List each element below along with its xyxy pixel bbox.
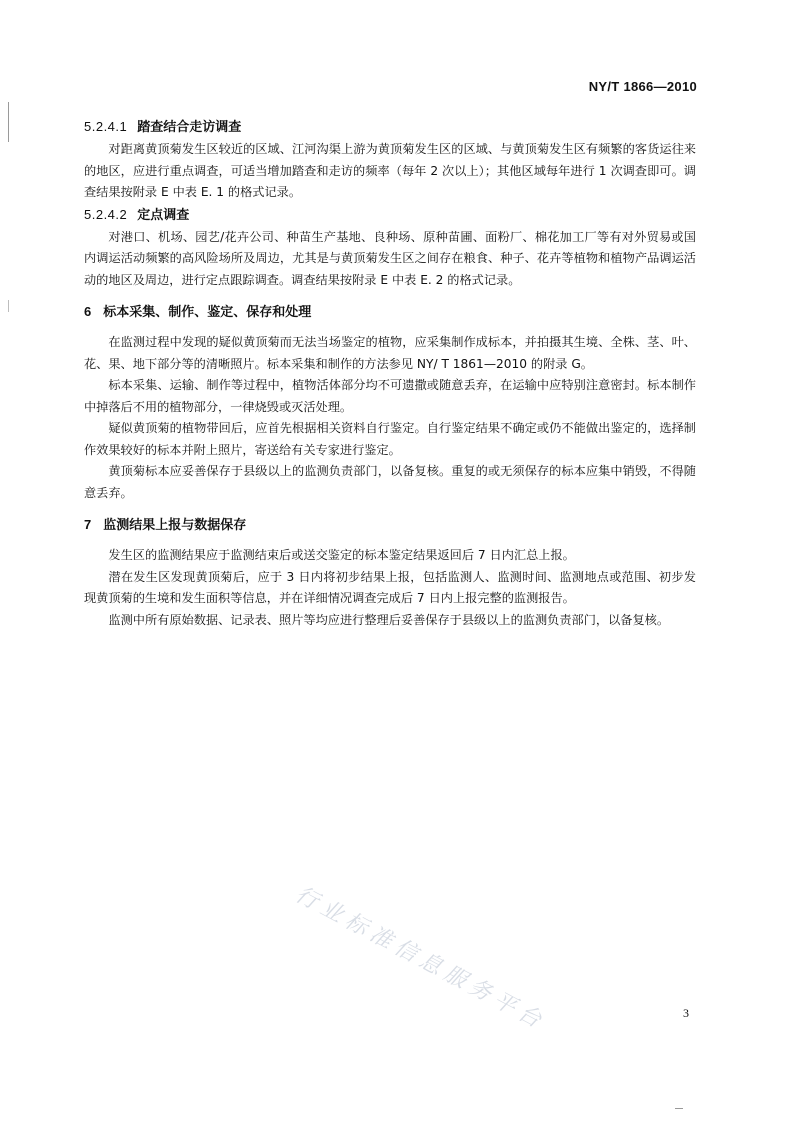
document-body bbox=[84, 116, 696, 631]
paragraph: 监测中所有原始数据、记录表、照片等均应进行整理后妥善保存于县级以上的监测负责部门，以备复核。 bbox=[108, 612, 670, 627]
paragraph: 对距离黄顶菊发生区较近的区域、江河沟渠上游为黄顶菊发生区的区域、与黄顶菊发生区有频繁的客货运往来的地区，应进行重点调查，可适当增加踏查和走访的频率（每年 2 次以上）；其他区域每年进行 1 次调查即可。调查结果按附录 E 中表 E. 1 的格式记录。 bbox=[84, 142, 696, 199]
section-title: 标本采集、制作、鉴定、保存和处理 bbox=[103, 305, 312, 320]
section-number: 5.2.4.2 bbox=[84, 206, 128, 222]
section-number: 5.2.4.1 bbox=[84, 119, 128, 134]
margin-scan-mark bbox=[8, 102, 9, 142]
section-title: 监测结果上报与数据保存 bbox=[103, 518, 247, 533]
watermark: 行业标准信息服务平台 bbox=[291, 882, 551, 1036]
paragraph: 在监测过程中发现的疑似黄顶菊而无法当场鉴定的植物，应采集制作成标本，并拍摄其生境、全株、茎、叶、花、果、地下部分等的清晰照片。标本采集和制作的方法参见 NY/ T 1861—2010 的附录 G。 bbox=[84, 335, 696, 371]
section-title: 踏查结合走访调查 bbox=[137, 120, 242, 135]
paragraph: 标本采集、运输、制作等过程中，植物活体部分均不可遗撒或随意丢弃，在运输中应特别注意密封。标本制作中掉落后不用的植物部分，一律烧毁或灭活处理。 bbox=[84, 378, 696, 414]
margin-scan-mark bbox=[8, 300, 9, 312]
section-6-heading bbox=[84, 301, 696, 324]
paragraph: 疑似黄顶菊的植物带回后，应首先根据相关资料自行鉴定。自行鉴定结果不确定或仍不能做出鉴定的，选择制作效果较好的标本并附上照片，寄送给有关专家进行鉴定。 bbox=[84, 421, 696, 457]
page-number: 3 bbox=[683, 1006, 689, 1020]
section-5-2-4-1-heading bbox=[84, 116, 696, 139]
section-5-2-4-2-heading bbox=[84, 204, 696, 227]
paragraph: 潜在发生区发现黄顶菊后，应于 3 日内将初步结果上报，包括监测人、监测时间、监测地点或范围、初步发现黄顶菊的生境和发生面积等信息，并在详细情况调查完成后 7 日内上报完整的监测报告。 bbox=[84, 569, 696, 605]
section-7-heading bbox=[84, 514, 696, 537]
section-number: 7 bbox=[84, 517, 92, 532]
paragraph: 黄顶菊标本应妥善保存于县级以上的监测负责部门，以备复核。重复的或无须保存的标本应集中销毁，不得随意丢弃。 bbox=[84, 464, 696, 500]
paragraph: 对港口、机场、园艺/花卉公司、种苗生产基地、良种场、原种苗圃、面粉厂、棉花加工厂等有对外贸易或国内调运活动频繁的高风险场所及周边，尤其是与黄顶菊发生区之间存在粮食、种子、花卉等植物和植物产品调运活动的地区及周边，进行定点跟踪调查。调查结果按附录 E 中表 E. 2 的格式记录。 bbox=[84, 229, 696, 287]
standard-code: NY/T 1866—2010 bbox=[588, 79, 697, 94]
section-number: 6 bbox=[84, 304, 92, 319]
section-title: 定点调查 bbox=[137, 207, 190, 223]
bottom-scan-mark bbox=[675, 1108, 683, 1109]
paragraph: 发生区的监测结果应于监测结束后或送交鉴定的标本鉴定结果返回后 7 日内汇总上报。 bbox=[108, 548, 575, 562]
